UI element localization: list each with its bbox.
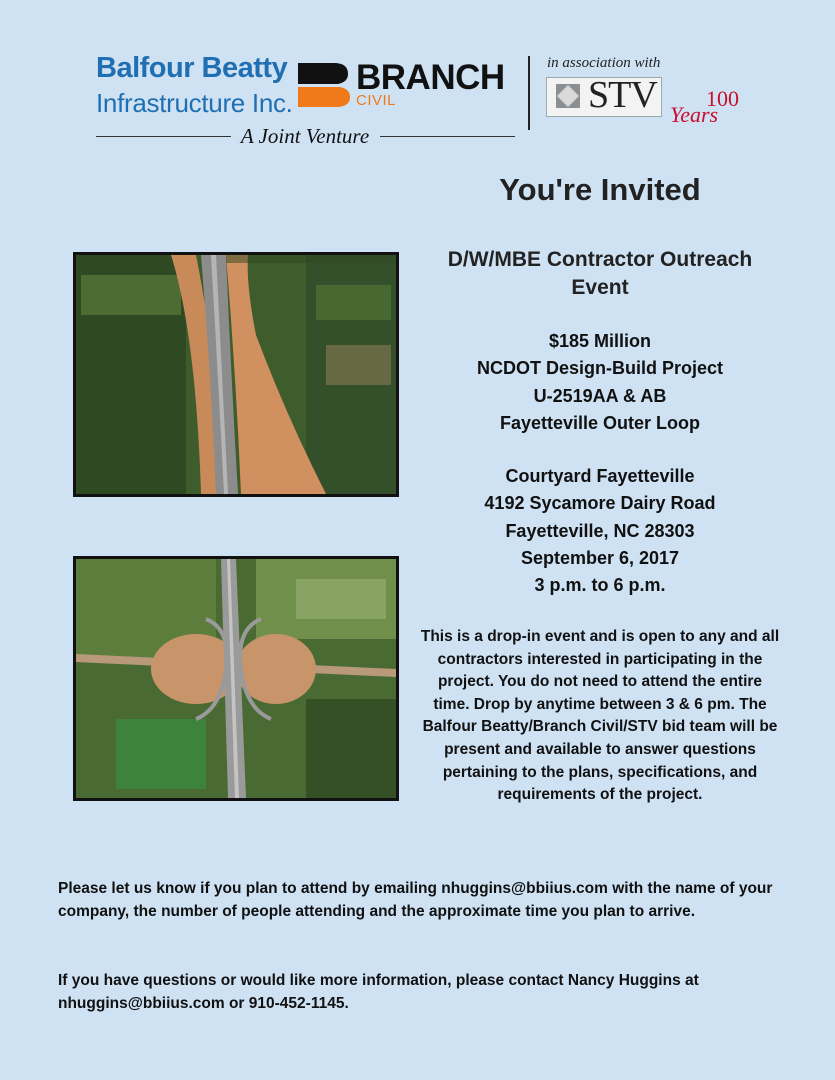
stv-diamond-icon <box>556 84 580 108</box>
joint-venture-rule-right <box>380 136 515 137</box>
page-title: You're Invited <box>499 172 701 207</box>
venue-city: Fayetteville, NC 28303 <box>505 520 695 541</box>
event-info-paragraph: This is a drop-in event and is open to any and all contractors interested in participating in the project. You do not need to attend the entire time. Drop by anytime between 3 & 6 pm. The Balfour Beatty/Branch Civil/STV bid team will be present and available to answer questions pertaining to the plans, specifications, and requirements of the project. <box>420 628 780 804</box>
project-details <box>420 328 780 437</box>
joint-venture-rule-left <box>96 136 231 137</box>
rsvp-paragraph: Please let us know if you plan to attend by emailing nhuggins@bbiius.com with the name of your company, the number of people attending and the approximate time you plan to arrive. <box>58 880 773 920</box>
event-time: 3 p.m. to 6 p.m. <box>534 575 666 596</box>
balfour-beatty-logo-line1: Balfour Beatty <box>96 52 288 84</box>
aerial-highway-illustration <box>76 255 396 494</box>
venue-name: Courtyard Fayetteville <box>505 466 695 486</box>
balfour-beatty-logo-line2: Infrastructure Inc. <box>96 88 293 118</box>
project-name: Fayetteville Outer Loop <box>499 412 701 433</box>
branch-logo-word: BRANCH <box>356 58 505 97</box>
association-text: in association with <box>547 55 661 71</box>
project-type: NCDOT Design-Build Project <box>476 358 723 379</box>
stv-logo-text: STV <box>588 74 657 116</box>
civil-logo-word: CIVIL <box>356 92 397 109</box>
aerial-photo-highway <box>73 252 399 497</box>
venue-details <box>420 463 780 599</box>
event-date: September 6, 2017 <box>520 547 680 568</box>
aerial-interchange-illustration <box>76 559 396 798</box>
project-amount: $185 Million <box>548 331 652 351</box>
logo-divider <box>528 56 530 130</box>
venue-address: 4192 Sycamore Dairy Road <box>484 493 716 514</box>
project-number: U-2519AA & AB <box>533 385 667 406</box>
event-title: D/W/MBE Contractor Outreach Event <box>447 248 753 299</box>
stv-100-number: 100 <box>706 86 739 111</box>
stv-years-word: Years <box>670 102 719 127</box>
joint-venture-text: A Joint Venture <box>240 124 370 148</box>
aerial-photo-interchange <box>73 556 399 801</box>
branch-logo-icon <box>298 63 350 107</box>
contact-paragraph: If you have questions or would like more information, please contact Nancy Huggins at nhuggins@bbiius.com or 910-452-1145. <box>58 972 699 1012</box>
